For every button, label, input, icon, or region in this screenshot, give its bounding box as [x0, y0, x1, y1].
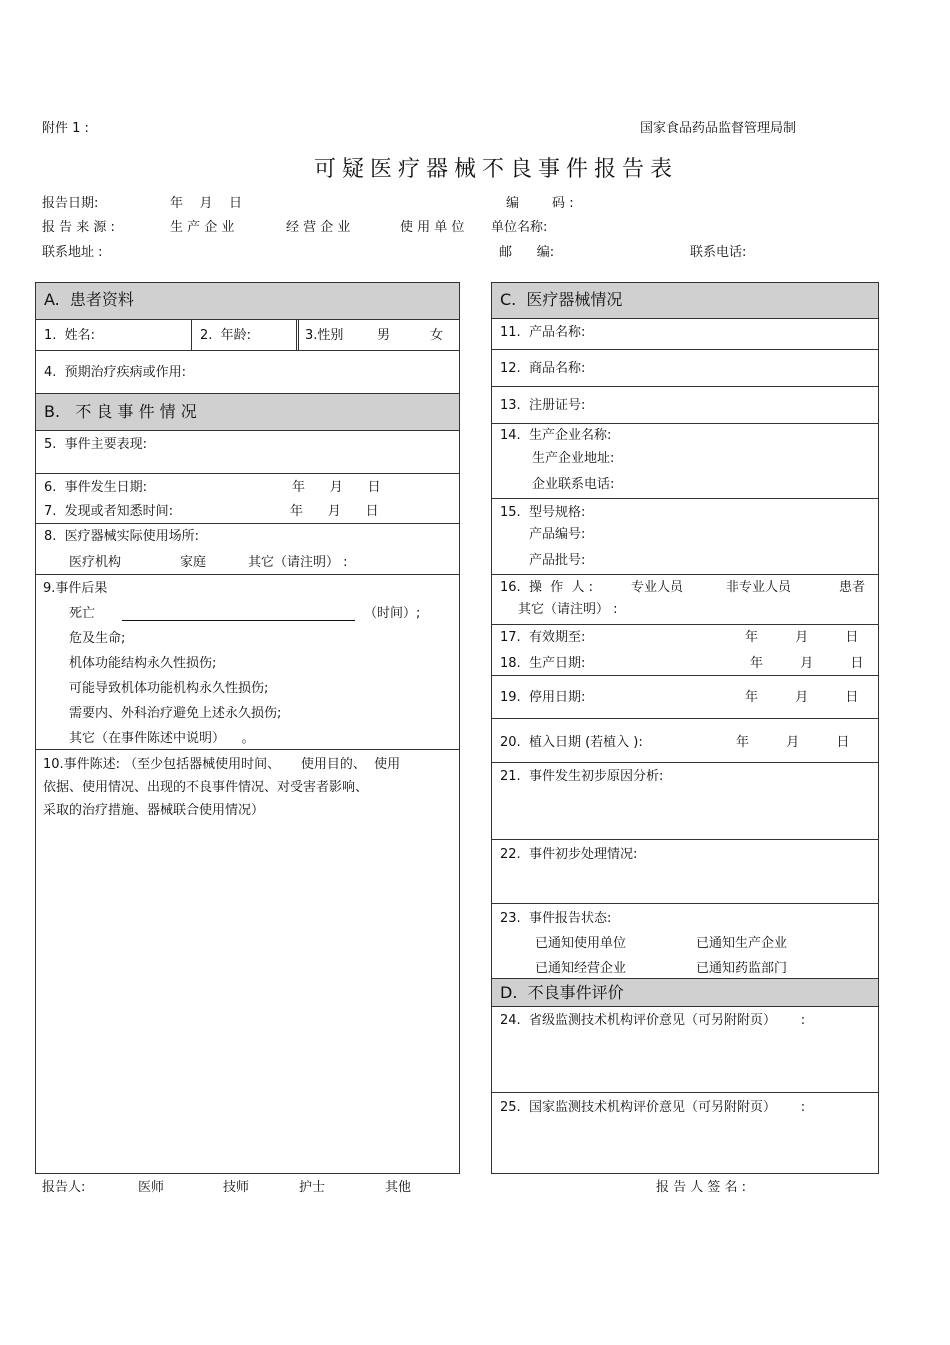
operator-other-option[interactable]: 其它（请注明） : [518, 602, 618, 617]
registration-no-field[interactable]: 13. 注册证号: [500, 398, 586, 413]
event-date-label: 6. 事件发生日期: [44, 480, 148, 495]
usage-place-label: 8. 医疗器械实际使用场所: [44, 529, 200, 544]
event-description-area[interactable] [36, 825, 459, 1170]
stop-date-field[interactable]: 年 月 日 [745, 690, 859, 705]
sex-male-option[interactable]: 男 [377, 328, 391, 343]
stop-date-label: 19. 停用日期: [500, 690, 586, 705]
reporter-doctor-option[interactable]: 医师 [138, 1180, 165, 1195]
page-title: 可疑医疗器械不良事件报告表 [314, 157, 679, 182]
death-option[interactable]: 死亡 [69, 606, 96, 621]
expiry-date-field[interactable]: 年 月 日 [745, 630, 859, 645]
notified-user-option[interactable]: 已通知使用单位 [535, 936, 627, 951]
address-label: 联系地址 : [42, 245, 103, 260]
reporter-technician-option[interactable]: 技师 [223, 1180, 250, 1195]
code-label: 编 码 : [506, 196, 574, 211]
production-date-label: 18. 生产日期: [500, 656, 586, 671]
operator-nonpro-option[interactable]: 非专业人员 [726, 580, 792, 595]
section-b-title: B. 不 良 事 件 情 况 [44, 402, 197, 421]
event-date-field[interactable]: 年 月 日 [292, 480, 381, 495]
patient-sex-label: 3.性别 [305, 328, 344, 343]
place-medical-option[interactable]: 医疗机构 [69, 555, 122, 570]
notified-dealer-option[interactable]: 已通知经营企业 [535, 961, 627, 976]
postcode-label: 邮 编: [499, 245, 555, 260]
attachment-label: 附件 1 : [42, 121, 89, 136]
source-user-option[interactable]: 使 用 单 位 [400, 220, 465, 235]
phone-label: 联系电话: [690, 245, 747, 260]
consequence-label: 9.事件后果 [43, 581, 108, 596]
patient-age-field[interactable]: 2. 年龄: [200, 328, 252, 343]
source-dealer-option[interactable]: 经 营 企 业 [286, 220, 351, 235]
report-status-label: 23. 事件报告状态: [500, 911, 612, 926]
reporter-other-option[interactable]: 其他 [385, 1180, 412, 1195]
operator-pro-option[interactable]: 专业人员 [631, 580, 684, 595]
trade-name-field[interactable]: 12. 商品名称: [500, 361, 586, 376]
source-label: 报 告 来 源 : [42, 220, 115, 235]
manufacturer-phone-field[interactable]: 企业联系电话: [532, 477, 615, 492]
production-date-field[interactable]: 年 月 日 [750, 656, 864, 671]
initial-handling-field[interactable]: 22. 事件初步处理情况: [500, 847, 638, 862]
discover-time-label: 7. 发现或者知悉时间: [44, 504, 174, 519]
event-manifestation-field[interactable]: 5. 事件主要表现: [44, 437, 148, 452]
national-evaluation-field[interactable]: 25. 国家监测技术机构评价意见（可另附附页） : [500, 1100, 806, 1115]
place-home-option[interactable]: 家庭 [180, 555, 207, 570]
provincial-evaluation-field[interactable]: 24. 省级监测技术机构评价意见（可另附附页） : [500, 1013, 806, 1028]
other-consequence-option[interactable]: 其它（在事件陈述中说明） 。 [69, 731, 255, 746]
implant-date-label: 20. 植入日期 (若植入 ): [500, 735, 643, 750]
death-time-label: （时间）; [364, 606, 421, 621]
issuer-label: 国家食品药品监督管理局制 [640, 121, 797, 136]
death-time-line[interactable] [122, 620, 355, 621]
section-c-title: C. 医疗器械情况 [500, 290, 623, 309]
permanent-injury-option[interactable]: 机体功能结构永久性损伤; [69, 656, 217, 671]
right-table [491, 282, 879, 1174]
patient-name-field[interactable]: 1. 姓名: [44, 328, 96, 343]
report-date-label: 报告日期: [42, 196, 99, 211]
event-description-line1: 10.事件陈述: （至少包括器械使用时间、 使用目的、 使用 [43, 757, 401, 772]
event-description-line3: 采取的治疗措施、器械联合使用情况） [43, 803, 265, 818]
possible-permanent-option[interactable]: 可能导致机体功能机构永久性损伤; [69, 681, 269, 696]
report-date-fields[interactable]: 年 月 日 [170, 196, 243, 211]
model-spec-field[interactable]: 15. 型号规格: [500, 505, 586, 520]
implant-date-field[interactable]: 年 月 日 [736, 735, 850, 750]
sex-female-option[interactable]: 女 [430, 328, 444, 343]
signature-label: 报 告 人 签 名 : [656, 1180, 747, 1195]
operator-patient-option[interactable]: 患者 [839, 580, 866, 595]
life-threat-option[interactable]: 危及生命; [69, 631, 126, 646]
event-description-line2: 依据、使用情况、出现的不良事件情况、对受害者影响、 [43, 780, 369, 795]
disease-field[interactable]: 4. 预期治疗疾病或作用: [44, 365, 187, 380]
operator-label: 16. 操 作 人 : [500, 580, 593, 595]
reporter-label: 报告人: [42, 1180, 86, 1195]
cause-analysis-field[interactable]: 21. 事件发生初步原因分析: [500, 769, 664, 784]
section-a-title: A. 患者资料 [44, 290, 134, 309]
unit-name-label: 单位名称: [491, 220, 548, 235]
manufacturer-name-field[interactable]: 14. 生产企业名称: [500, 428, 612, 443]
product-number-field[interactable]: 产品编号: [529, 527, 586, 542]
reporter-nurse-option[interactable]: 护士 [299, 1180, 326, 1195]
notified-fda-option[interactable]: 已通知药监部门 [696, 961, 788, 976]
place-other-option[interactable]: 其它（请注明） : [248, 555, 348, 570]
manufacturer-address-field[interactable]: 生产企业地址: [532, 451, 615, 466]
source-producer-option[interactable]: 生 产 企 业 [170, 220, 235, 235]
product-batch-field[interactable]: 产品批号: [529, 553, 586, 568]
need-surgery-option[interactable]: 需要内、外科治疗避免上述永久损伤; [69, 706, 282, 721]
product-name-field[interactable]: 11. 产品名称: [500, 325, 586, 340]
notified-producer-option[interactable]: 已通知生产企业 [696, 936, 788, 951]
expiry-date-label: 17. 有效期至: [500, 630, 586, 645]
discover-time-field[interactable]: 年 月 日 [290, 504, 379, 519]
section-d-title: D. 不良事件评价 [500, 983, 624, 1002]
